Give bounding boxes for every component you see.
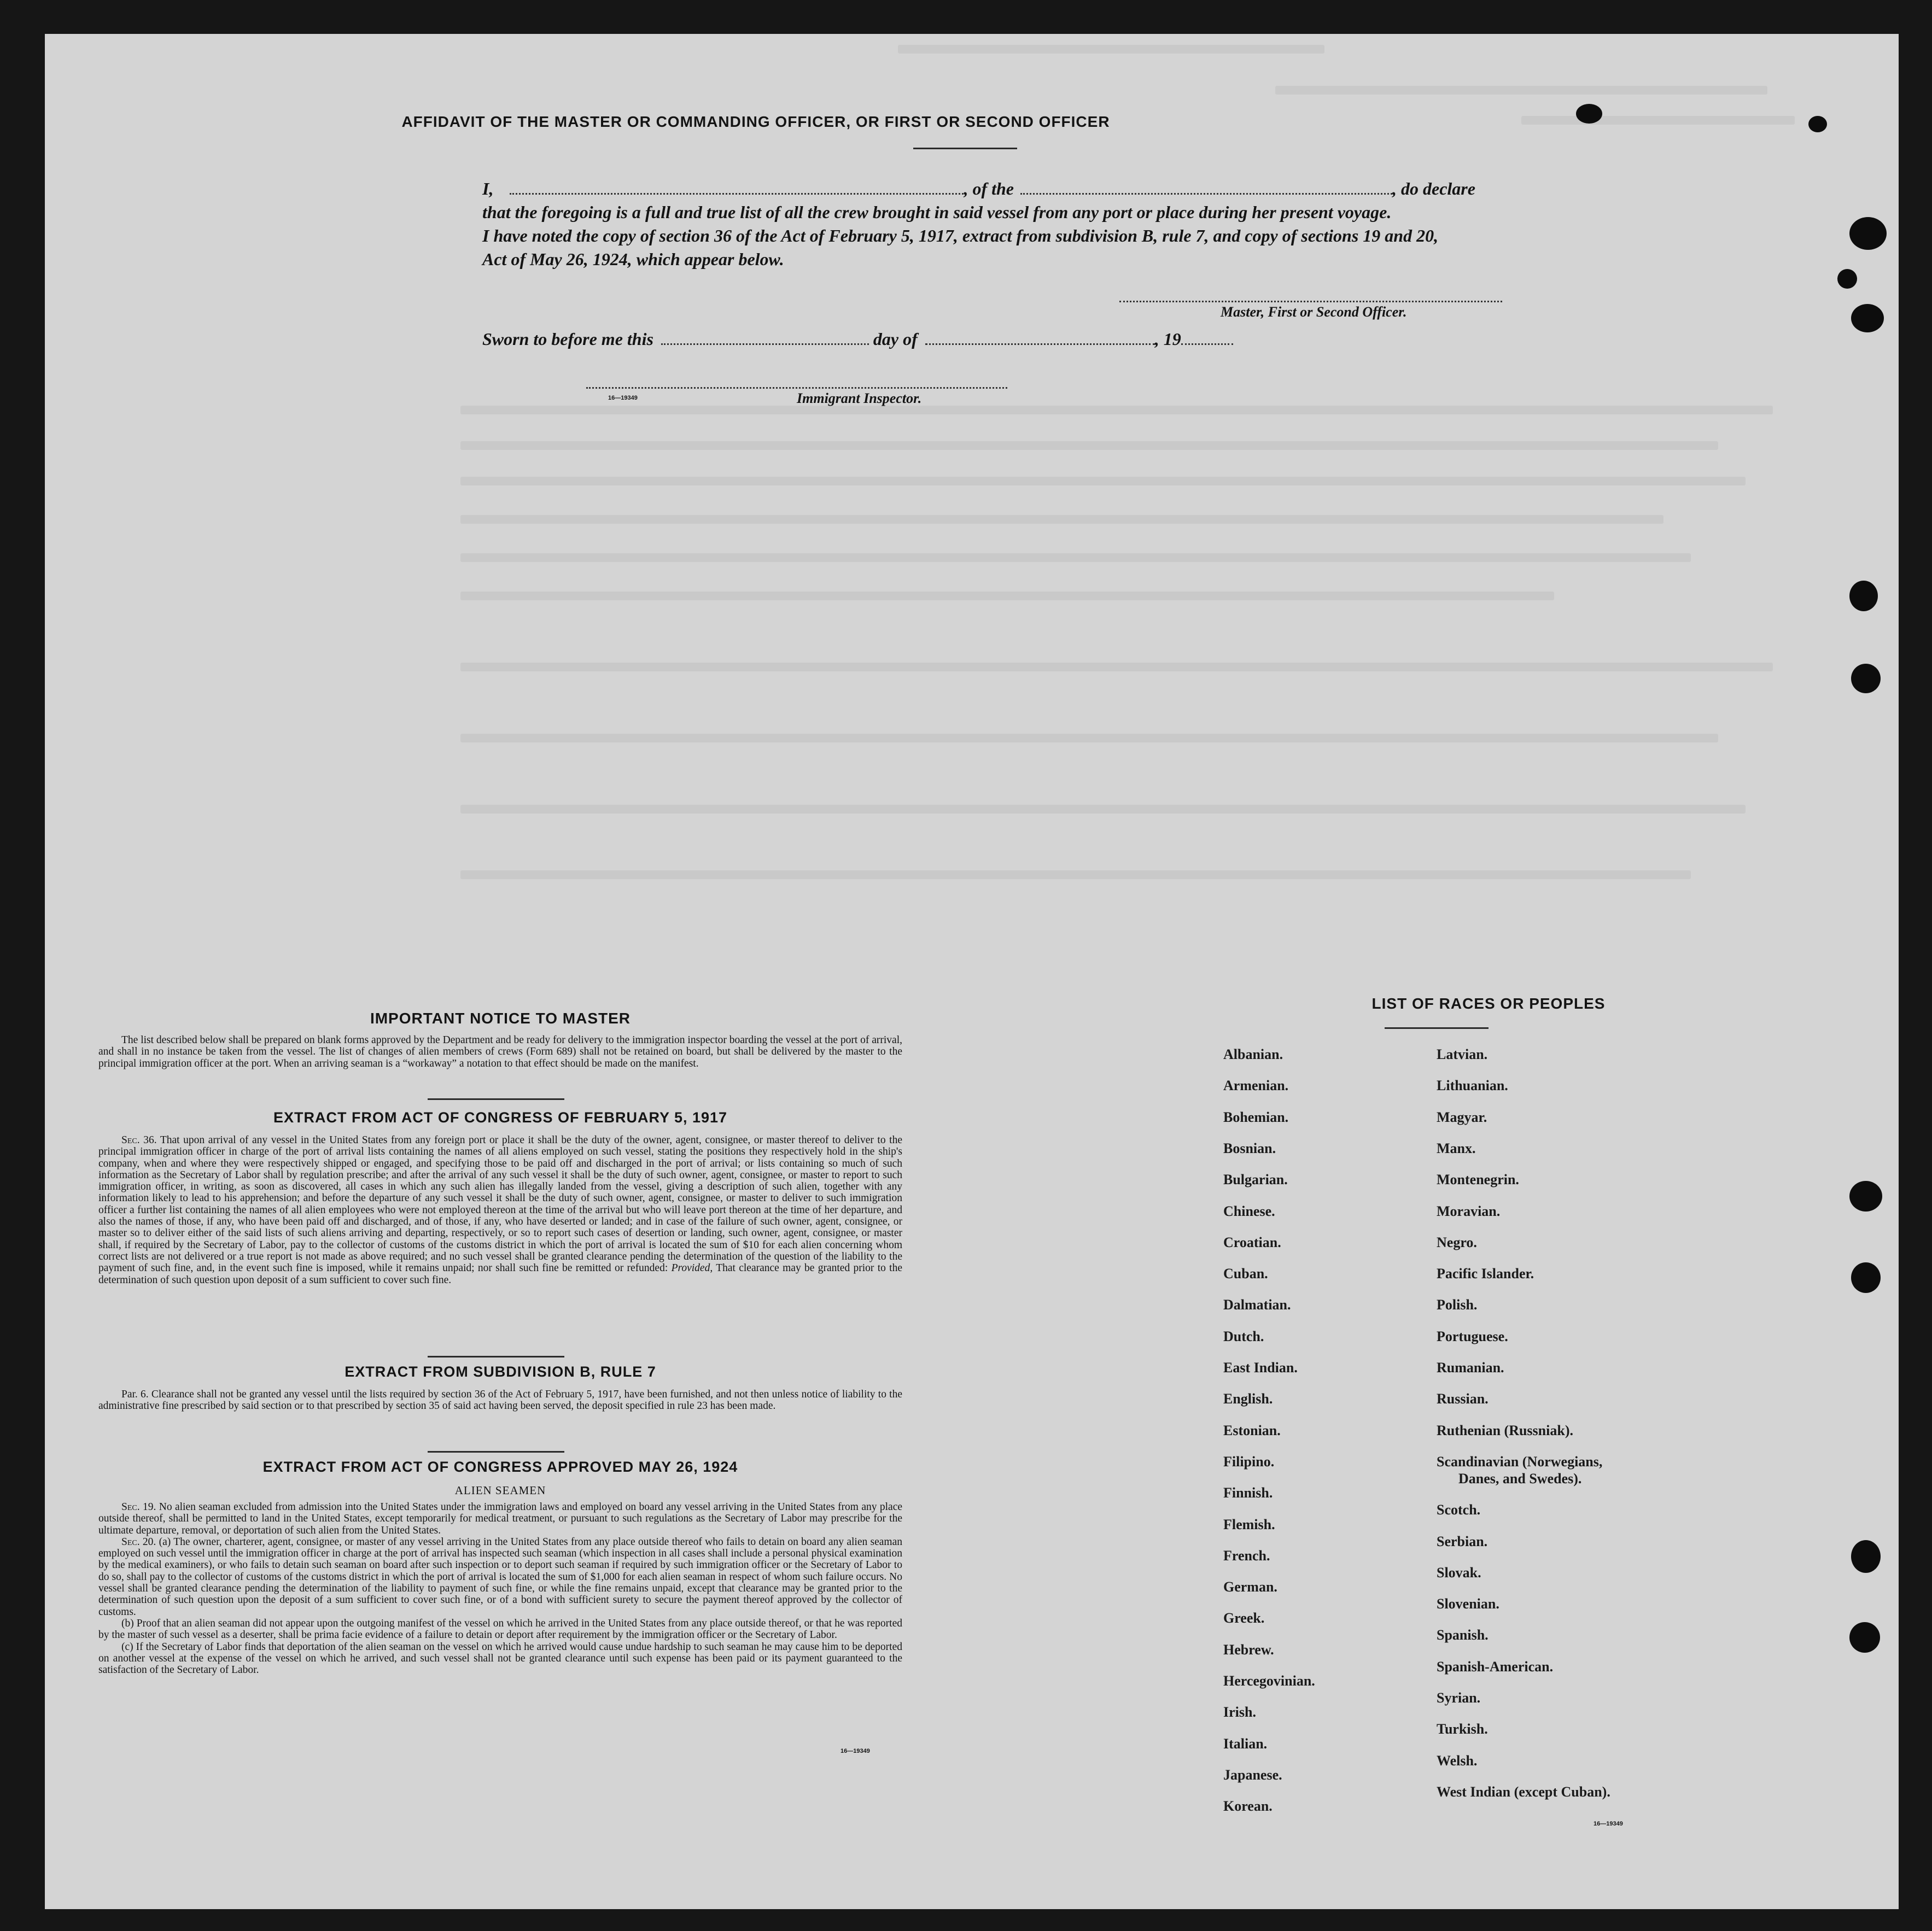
rule7-title: EXTRACT FROM SUBDIVISION B, RULE 7	[345, 1364, 656, 1380]
race-item: Ruthenian (Russniak).	[1437, 1422, 1573, 1438]
race-item: Hercegovinian.	[1223, 1673, 1315, 1689]
inspector-caption: Immigrant Inspector.	[797, 390, 922, 406]
race-item: Irish.	[1223, 1704, 1256, 1721]
race-item: Moravian.	[1437, 1203, 1501, 1219]
race-item: Negro.	[1437, 1234, 1477, 1250]
hole-mark	[1851, 304, 1884, 332]
race-item: Portuguese.	[1437, 1328, 1508, 1344]
race-item: Dutch.	[1223, 1328, 1264, 1344]
race-item: Cuban.	[1223, 1266, 1268, 1282]
race-item: Latvian.	[1437, 1046, 1488, 1062]
master-signature-line[interactable]	[1119, 301, 1502, 302]
rule7-text: Par. 6. Clearance shall not be granted any vessel until the lists required by section 36 of the Act of February 5, 1917, have been furnished, and not then unless notice of liability to the administrative fine prescribed by said section or to that prescribed by section 35 of said act having been served, the deposit specified in rule 23 has been made.	[98, 1389, 902, 1412]
title-rule	[913, 148, 1017, 149]
race-item: Korean.	[1223, 1798, 1273, 1815]
race-item: Pacific Islander.	[1437, 1266, 1534, 1282]
race-item: Bohemian.	[1223, 1109, 1289, 1125]
race-item: Italian.	[1223, 1735, 1268, 1752]
year-label: , 19	[1154, 329, 1181, 349]
race-item: Estonian.	[1223, 1422, 1281, 1438]
hole-mark	[1849, 1622, 1880, 1653]
day-of-label: day of	[873, 329, 918, 349]
hole-mark	[1808, 116, 1827, 132]
race-item: Albanian.	[1223, 1046, 1283, 1062]
sec36-text	[98, 1134, 902, 1286]
race-item: Bosnian.	[1223, 1140, 1276, 1156]
race-item: Croatian.	[1223, 1234, 1281, 1250]
race-item: Magyar.	[1437, 1109, 1487, 1125]
hole-mark	[1849, 1181, 1882, 1212]
race-item: Spanish.	[1437, 1627, 1489, 1643]
race-item: Polish.	[1437, 1297, 1478, 1313]
race-item: Montenegrin.	[1437, 1172, 1519, 1188]
extract-1924-text	[98, 1501, 902, 1676]
sec19-body: No alien seaman excluded from admission into the United States under the immigration laws and employed on board any vessel arriving in the United States from any place outside thereof, shall be permitted to land in the United States, except temporarily for medical treatment, or pursuant to such regulations as the Secretary of Labor may prescribe for the ultimate departure, removal, or deportation of such alien from the United States.	[98, 1501, 903, 1536]
race-item: Greek.	[1223, 1610, 1265, 1626]
race-item: French.	[1223, 1547, 1270, 1564]
sec20a-text	[98, 1536, 902, 1618]
notice-text: The list described below shall be prepared on blank forms approved by the Department and be ready for delivery to the immigration inspector boarding the vessel at the port of arrival, and shall in no instance be taken from the vessel. The list of changes of alien members of crews (Form 689) shall not be retained on board, but shall be delivered by the master to the principal immigration officer at the port. When an arriving seaman is a “workaway” a notation to that effect should be made on the manifest.	[98, 1034, 902, 1069]
race-item: Lithuanian.	[1437, 1078, 1508, 1094]
affidavit-line-1	[482, 177, 1543, 201]
hole-mark	[1576, 104, 1602, 124]
sworn-month-field[interactable]	[925, 343, 1155, 345]
sec20c-text: (c) If the Secretary of Labor finds that deportation of the alien seaman on the vessel on which he arrived would cause undue hardship to such seaman he may cause him to be deported on another vessel at the expense of the vessel on which he arrived, and such vessel shall not be granted clearance until such expense has been paid or its payment guaranteed to the satisfaction of the Secretary of Labor.	[98, 1641, 902, 1676]
sec20-label: Sec. 20.	[121, 1536, 156, 1548]
extract-1917-rule	[428, 1356, 564, 1357]
sec19-text	[98, 1501, 902, 1536]
document-page	[45, 34, 1899, 1909]
extract-1924-title: EXTRACT FROM ACT OF CONGRESS APPROVED MAY 26, 1924	[262, 1459, 738, 1475]
affidavit-form-number: 16—19349	[608, 395, 638, 401]
rule7-rule	[428, 1451, 564, 1453]
extract-1917-title: EXTRACT FROM ACT OF CONGRESS OF FEBRUARY 5, 1917	[273, 1109, 728, 1126]
hole-mark	[1851, 1540, 1881, 1573]
race-item: Syrian.	[1437, 1690, 1481, 1706]
race-item: Slovenian.	[1437, 1596, 1499, 1612]
extract-form-number: 16—19349	[840, 1748, 870, 1754]
race-item: West Indian (except Cuban).	[1437, 1783, 1610, 1800]
hole-mark	[1851, 1262, 1881, 1293]
races-form-number: 16—19349	[1594, 1821, 1623, 1827]
races-title: LIST OF RACES OR PEOPLES	[1371, 995, 1606, 1012]
race-item: Armenian.	[1223, 1078, 1289, 1094]
race-item: Finnish.	[1223, 1485, 1273, 1501]
race-item: Rumanian.	[1437, 1360, 1504, 1376]
notice-rule	[428, 1098, 564, 1100]
race-item: Slovak.	[1437, 1564, 1481, 1581]
race-item: Bulgarian.	[1223, 1172, 1288, 1188]
affidavit-title: AFFIDAVIT OF THE MASTER OR COMMANDING OFFICER, OR FIRST OR SECOND OFFICER	[401, 113, 1110, 130]
sec36-label: Sec. 36.	[121, 1134, 157, 1146]
race-item: Turkish.	[1437, 1721, 1488, 1737]
race-item: Danes, and Swedes).	[1458, 1470, 1582, 1487]
race-item: Welsh.	[1437, 1752, 1478, 1769]
race-item: Chinese.	[1223, 1203, 1275, 1219]
sec36-proviso: That clearance may be granted prior to the determination of such question upon deposit of a sum sufficient to cover such fine.	[98, 1262, 903, 1286]
vessel-name-field[interactable]	[1020, 193, 1392, 195]
race-item: Filipino.	[1223, 1453, 1275, 1470]
race-item: English.	[1223, 1391, 1273, 1407]
sec20b-text: (b) Proof that an alien seaman did not appear upon the outgoing manifest of the vessel on which he arrived in the United States from any place outside thereof, or that he was reported by the master of such vessel as a deserter, shall be prima facie evidence of a failure to detain or deport after requirement by the immigration officer or the Secretary of Labor.	[98, 1617, 902, 1641]
officer-name-field[interactable]	[510, 193, 964, 195]
affidavit-line-4: Act of May 26, 1924, which appear below.	[482, 249, 784, 269]
hole-mark	[1849, 581, 1878, 611]
race-item: Russian.	[1437, 1391, 1489, 1407]
race-item: Scotch.	[1437, 1502, 1481, 1518]
race-item: Spanish-American.	[1437, 1658, 1554, 1675]
race-item: Flemish.	[1223, 1516, 1275, 1532]
provided-label: Provided,	[671, 1262, 713, 1274]
sworn-year-field[interactable]	[1181, 343, 1233, 345]
sworn-label: Sworn to before me this	[482, 329, 653, 349]
race-item: Hebrew.	[1223, 1641, 1274, 1658]
sworn-day-field[interactable]	[661, 343, 869, 345]
hole-mark	[1849, 217, 1887, 250]
do-declare-label: , do declare	[1392, 179, 1475, 198]
i-label: I,	[482, 179, 494, 198]
inspector-signature-line[interactable]	[586, 387, 1007, 389]
race-item: Manx.	[1437, 1140, 1476, 1156]
notice-title: IMPORTANT NOTICE TO MASTER	[370, 1010, 631, 1027]
hole-mark	[1851, 664, 1881, 693]
sec36-body: That upon arrival of any vessel in the United States from any foreign port or place it shall be the duty of the owner, agent, consignee, or master thereof to deliver to the principal immigration officer in charge of the port of arrival lists containing the names of all aliens employed on such vessel, stating the positions they respectively hold in the ship's company, when and where they were respectively shipped or engaged, and specifying those to be paid off and discharged in the port of arrival; or lists containing so much of such information as the Secretary of Labor shall by regulation prescribe; and after the arrival of any such vessel it shall be the duty of such owner, agent, consignee, or master to report to such immigration officer, in writing, as soon as discovered, all cases in which any such alien has illegally landed from the vessel, giving a description of such alien, together with any information likely to lead to his apprehension; and before the departure of any such vessel it shall be the duty of such owner, agent, consignee, or master to deliver to such immigration officer a further list containing the names of all alien employees who were not employed thereon at the time of the arrival but who will leave port thereon at the time of her departure, and also the names of those, if any, who have been paid off and discharged, and of those, if any, who have deserted or landed; and in case of the failure of such owner, agent, consignee, or master so to deliver either of the said lists of such aliens arriving and departing, respectively, or so to report such cases of desertion or landing, such owner, agent, consignee, or master shall, if required by the Secretary of Labor, pay to the collector of customs of the customs district in which the port of arrival is located the sum of $10 for each alien concerning whom correct lists are not delivered or a true report is not made as above required; and no such vessel shall be granted clearance pending the determination of the question of the liability to the payment of such fine, and, in the event such fine is imposed, while it remains unpaid; nor shall such fine be remitted or refunded:	[98, 1134, 902, 1274]
hole-mark	[1837, 269, 1857, 289]
race-item: Dalmatian.	[1223, 1297, 1291, 1313]
sworn-line	[482, 329, 1233, 349]
master-signature-caption: Master, First or Second Officer.	[1221, 304, 1407, 320]
race-item: Scandinavian (Norwegians,	[1437, 1453, 1603, 1470]
race-item: Japanese.	[1223, 1766, 1282, 1783]
sec19-label: Sec. 19.	[121, 1501, 156, 1513]
race-item: German.	[1223, 1579, 1277, 1595]
of-the-label: , of the	[964, 179, 1014, 198]
race-item: Serbian.	[1437, 1533, 1488, 1549]
affidavit-line-3: I have noted the copy of section 36 of the Act of February 5, 1917, extract from subdivision B, rule 7, and copy of sections 19 and 20,	[482, 226, 1439, 245]
race-item: East Indian.	[1223, 1360, 1298, 1376]
races-rule	[1385, 1027, 1489, 1029]
sec20a-body: (a) The owner, charterer, agent, consignee, or master of any vessel arriving in the United States from any place outside thereof who fails to detain on board any alien seaman employed on such vessel until the immigration officer in charge at the port of arrival has inspected such seaman (which inspection in all cases shall include a personal physical examination by the medical examiners), or who fails to detain such seaman on board after such inspection or to deport such seaman if required by such immigration officer or the Secretary of Labor to do so, shall pay to the collector of customs of the customs district in which the port of arrival is located the sum of $1,000 for each alien seaman in respect of whom such failure occurs. No vessel shall be granted clearance pending the determination of the liability to payment of such fine, or while the fine remains unpaid, except that clearance may be granted prior to the determination of such question upon the deposit of a sum sufficient to cover such fine, or of a bond with sufficient surety to secure the payment thereof approved by the collector of customs.	[98, 1536, 902, 1618]
alien-seamen-subtitle: ALIEN SEAMEN	[454, 1484, 546, 1497]
affidavit-line-2: that the foregoing is a full and true list of all the crew brought in said vessel from any port or place during her present voyage.	[482, 202, 1392, 222]
affidavit-body	[482, 177, 1543, 271]
